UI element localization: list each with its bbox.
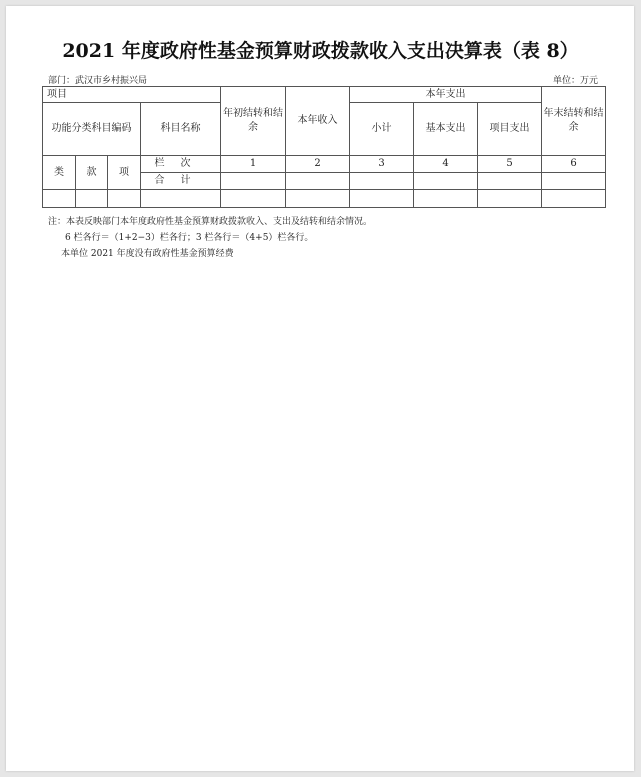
empty-cell bbox=[350, 190, 414, 208]
col-number-4: 4 bbox=[414, 156, 478, 173]
label-column-no: 栏次 bbox=[141, 156, 221, 173]
label-total: 合计 bbox=[141, 173, 221, 190]
empty-cell bbox=[76, 190, 108, 208]
final-accounts-table bbox=[42, 86, 606, 208]
header-end-balance: 年末结转和结余 bbox=[542, 87, 606, 156]
header-basic-expense: 基本支出 bbox=[414, 103, 478, 156]
table-row bbox=[43, 190, 606, 208]
note-line-3: 本单位 2021 年度没有政府性基金预算经费 bbox=[61, 249, 234, 259]
empty-cell bbox=[542, 190, 606, 208]
header-begin-balance: 年初结转和结余 bbox=[221, 87, 286, 156]
col-number-1: 1 bbox=[221, 156, 286, 173]
empty-cell bbox=[108, 190, 141, 208]
total-cell bbox=[542, 173, 606, 190]
table-notes bbox=[48, 214, 372, 262]
empty-cell bbox=[414, 190, 478, 208]
col-number-3: 3 bbox=[350, 156, 414, 173]
header-func-code: 功能分类科目编码 bbox=[43, 103, 141, 156]
note-line-2: 6 栏各行＝（1+2−3）栏各行；3 栏各行＝（4+5）栏各行。 bbox=[65, 233, 314, 243]
empty-cell bbox=[478, 190, 542, 208]
header-project: 项目 bbox=[43, 87, 221, 103]
empty-cell bbox=[286, 190, 350, 208]
total-cell bbox=[414, 173, 478, 190]
header-income: 本年收入 bbox=[286, 87, 350, 156]
col-number-5: 5 bbox=[478, 156, 542, 173]
label-class: 类 bbox=[43, 156, 76, 190]
unit-label: 单位：万元 bbox=[552, 76, 598, 86]
col-number-6: 6 bbox=[542, 156, 606, 173]
department-label: 部门：武汉市乡村振兴局 bbox=[48, 76, 148, 86]
header-project-expense: 项目支出 bbox=[478, 103, 542, 156]
empty-cell bbox=[221, 190, 286, 208]
page-title: 2021 年度政府性基金预算财政拨款收入支出决算表（表 8） bbox=[62, 40, 579, 62]
total-cell bbox=[478, 173, 542, 190]
note-line-1: 注：本表反映部门本年度政府性基金预算财政拨款收入、支出及结转和结余情况。 bbox=[48, 217, 373, 227]
total-cell bbox=[350, 173, 414, 190]
header-subtotal: 小计 bbox=[350, 103, 414, 156]
col-number-2: 2 bbox=[286, 156, 350, 173]
header-expense-group: 本年支出 bbox=[350, 87, 542, 103]
empty-cell bbox=[43, 190, 76, 208]
label-item: 项 bbox=[108, 156, 141, 190]
empty-cell bbox=[141, 190, 221, 208]
total-cell bbox=[221, 173, 286, 190]
label-section: 款 bbox=[76, 156, 108, 190]
header-subject-name: 科目名称 bbox=[141, 103, 221, 156]
total-cell bbox=[286, 173, 350, 190]
